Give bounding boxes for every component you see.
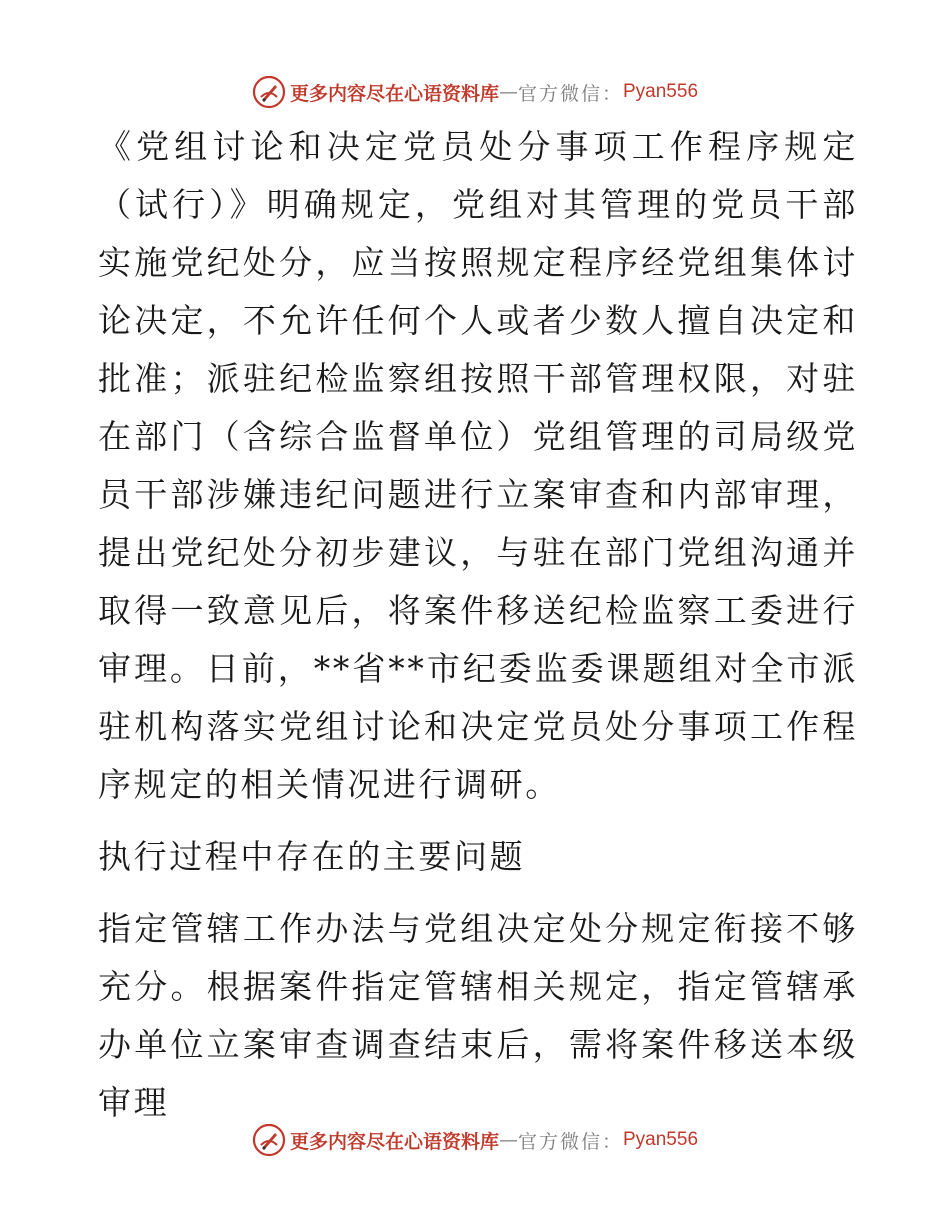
watermark-wechat-id: Pyan556 xyxy=(623,81,699,102)
intro-paragraph: 《党组讨论和决定党员处分事项工作程序规定（试行）》明确规定，党组对其管理的党员干部实施党纪处分，应当按照规定程序经党组集体讨论决定，不允许任何个人或者少数人擅自决定和批准；派驻纪检监察组按照干部管理权限，对驻在部门（含综合监督单位）党组管理的司局级党员干部涉嫌违纪问题进行立案审查和内部审理，提出党纪处分初步建议，与驻在部门党组沟通并取得一致意见后，将案件移送纪检监察工委进行审理。日前，**省**市纪委监委课题组对全市派驻机构落实党组讨论和决定党员处分事项工作程序规定的相关情况进行调研。 xyxy=(98,127,858,804)
watermark-dash: — xyxy=(498,1129,518,1151)
watermark-wechat-id: Pyan556 xyxy=(623,1129,699,1150)
watermark-sub-text: 官方微信： xyxy=(517,1130,623,1153)
watermark-dash: — xyxy=(498,81,518,103)
watermark-sub-text: 官方微信： xyxy=(517,82,623,105)
document-body xyxy=(98,118,858,1132)
footer-watermark xyxy=(0,1118,950,1162)
section-heading: 执行过程中存在的主要问题 xyxy=(98,837,526,876)
header-watermark xyxy=(0,70,950,114)
issue-paragraph: 指定管辖工作办法与党组决定处分规定衔接不够充分。根据案件指定管辖相关规定，指定管辖承办单位立案审查调查结束后，需将案件移送本级审理 xyxy=(98,909,858,1122)
quill-book-logo-icon xyxy=(252,75,286,109)
quill-book-logo-icon xyxy=(252,1123,286,1157)
watermark-main-text: 更多内容尽在心语资料库 xyxy=(289,1130,499,1153)
watermark-main-text: 更多内容尽在心语资料库 xyxy=(289,82,499,105)
